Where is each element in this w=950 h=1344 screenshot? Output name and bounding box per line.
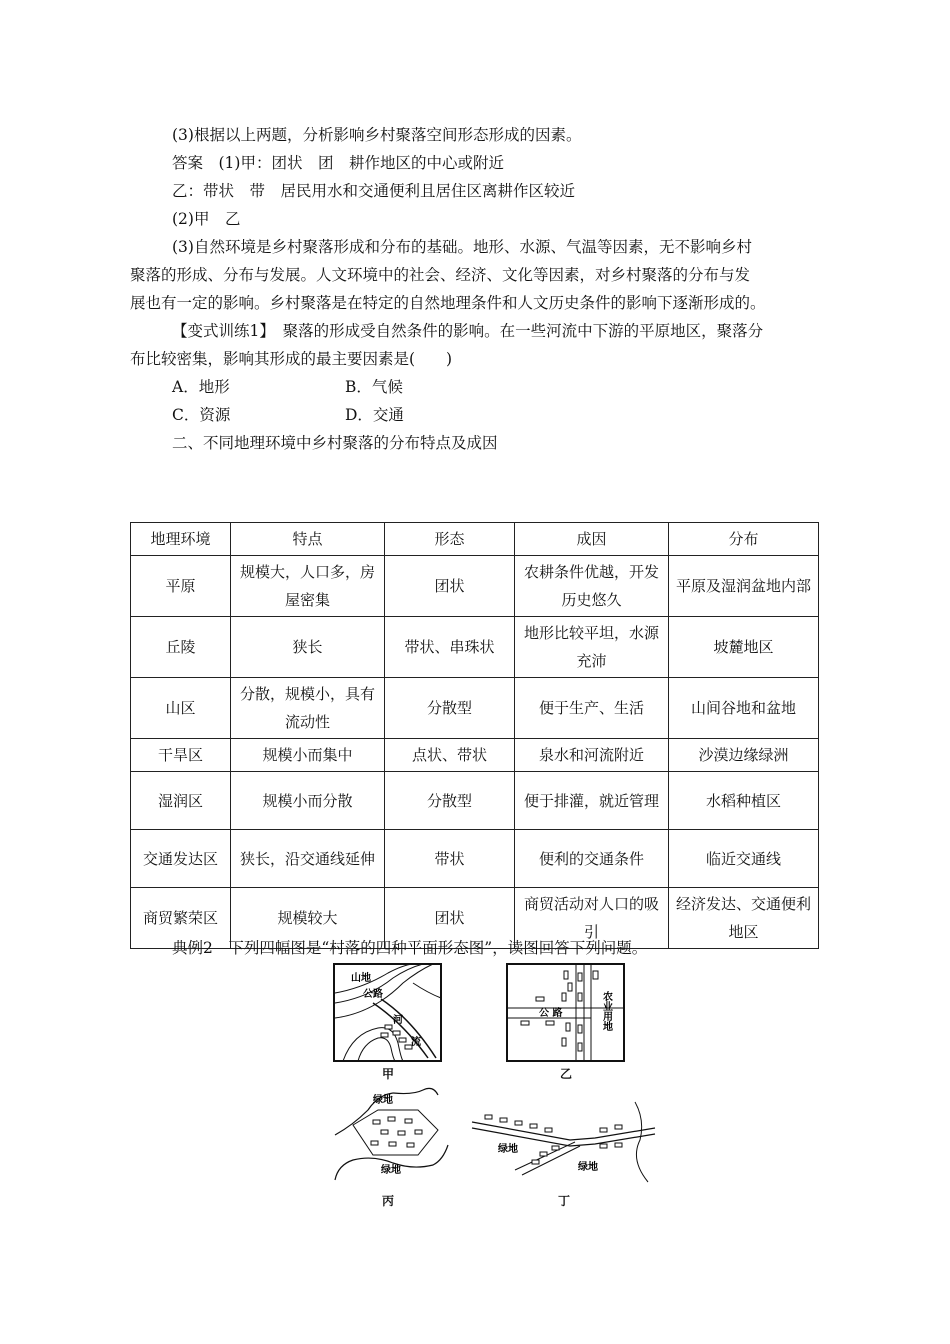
table-header-cell: 成因 (515, 523, 669, 556)
table-row (131, 617, 819, 678)
table-cell: 狭长，沿交通线延伸 (231, 830, 385, 888)
table-cell: 规模小而分散 (231, 772, 385, 830)
figure-jia-road-label: 公路 (363, 989, 383, 1000)
table-row (131, 556, 819, 617)
table-row (131, 739, 819, 772)
table-cell: 便于生产、生活 (515, 678, 669, 739)
figure-yi-caption: 乙 (560, 1067, 573, 1081)
table-header-cell: 特点 (231, 523, 385, 556)
section-2-heading: 二、不同地理环境中乡村聚落的分布特点及成因 (172, 434, 498, 452)
table-cell: 带状、串珠状 (385, 617, 515, 678)
answer-2: (2)甲 乙 (172, 210, 241, 228)
table-cell: 便于排灌，就近管理 (515, 772, 669, 830)
variant-training-1: 【变式训练1】 聚落的形成受自然条件的影响。在一些河流中下游的平原地区，聚落分 (172, 322, 764, 340)
answer-1: 答案 (1)甲：团状 团 耕作地区的中心或附近 (172, 154, 504, 172)
figure-jia-river-label-2: 流 (411, 1037, 421, 1048)
table-cell: 山区 (131, 678, 231, 739)
table-cell: 带状 (385, 830, 515, 888)
table-cell: 团状 (385, 556, 515, 617)
table-cell: 商贸繁荣区 (131, 888, 231, 949)
table-cell: 狭长 (231, 617, 385, 678)
figure-bing-green-bottom-label: 绿地 (381, 1165, 401, 1176)
figure-yi-map (506, 963, 626, 1063)
table-cell: 泉水和河流附近 (515, 739, 669, 772)
question-3: (3)根据以上两题，分析影响乡村聚落空间形态形成的因素。 (172, 126, 582, 144)
figure-bing-green-top-label: 绿地 (373, 1095, 393, 1106)
table-cell: 规模小而集中 (231, 739, 385, 772)
figure-jia-mountain-label: 山地 (351, 973, 371, 984)
figure-bing-caption: 丙 (382, 1194, 395, 1208)
table-cell: 交通发达区 (131, 830, 231, 888)
table-cell: 水稻种植区 (669, 772, 819, 830)
example-2: 典例2 下列四幅图是“村落的四种平面形态图”，读图回答下列问题。 (172, 939, 648, 957)
table-cell: 农耕条件优越，开发历史悠久 (515, 556, 669, 617)
table-cell: 山间谷地和盆地 (669, 678, 819, 739)
variant-training-1b: 布比较密集，影响其形成的最主要因素是( ) (130, 350, 453, 368)
table-cell: 便利的交通条件 (515, 830, 669, 888)
table-cell: 临近交通线 (669, 830, 819, 888)
figure-jia-map (333, 963, 443, 1063)
table-row (131, 830, 819, 888)
table-cell: 点状、带状 (385, 739, 515, 772)
table-cell: 湿润区 (131, 772, 231, 830)
table-cell: 丘陵 (131, 617, 231, 678)
answer-1b: 乙：带状 带 居民用水和交通便利且居住区离耕作区较近 (172, 182, 576, 200)
table-header-cell: 形态 (385, 523, 515, 556)
option-b: B．气候 (345, 378, 403, 396)
table-row (131, 772, 819, 830)
option-c: C．资源 (172, 406, 231, 424)
table-cell: 沙漠边缘绿洲 (669, 739, 819, 772)
table-cell: 分散型 (385, 678, 515, 739)
table-cell: 地形比较平坦，水源充沛 (515, 617, 669, 678)
figure-yi-road-label: 公 路 (539, 1008, 563, 1019)
table-cell: 规模大，人口多，房屋密集 (231, 556, 385, 617)
figure-ding-green-right-label: 绿地 (578, 1162, 598, 1173)
figure-ding-map (470, 1100, 660, 1185)
figure-ding-caption: 丁 (558, 1194, 571, 1208)
figure-ding-green-left-label: 绿地 (498, 1144, 518, 1155)
table-header-row (131, 523, 819, 556)
option-d: D．交通 (345, 406, 404, 424)
option-a: A．地形 (172, 378, 230, 396)
answer-3-line2: 聚落的形成、分布与发展。人文环境中的社会、经济、文化等因素，对乡村聚落的分布与发 (130, 266, 751, 284)
table-cell: 平原及湿润盆地内部 (669, 556, 819, 617)
table-header-cell: 地理环境 (131, 523, 231, 556)
table-row (131, 678, 819, 739)
answer-3-line1: (3)自然环境是乡村聚落形成和分布的基础。地形、水源、气温等因素，无不影响乡村 (172, 238, 752, 256)
figure-jia-river-label-1: 河 (393, 1015, 403, 1026)
table-cell: 平原 (131, 556, 231, 617)
table-cell: 团状 (385, 888, 515, 949)
table-cell: 商贸活动对人口的吸引 (515, 888, 669, 949)
figure-bing-map (333, 1085, 453, 1185)
figure-jia-caption: 甲 (382, 1067, 395, 1081)
table-cell: 分散型 (385, 772, 515, 830)
answer-3-line3: 展也有一定的影响。乡村聚落是在特定的自然地理条件和人文历史条件的影响下逐渐形成的。 (130, 294, 766, 312)
table-cell: 干旱区 (131, 739, 231, 772)
table-header-cell: 分布 (669, 523, 819, 556)
figure-yi-farm-label: 农业用地 (600, 991, 612, 1031)
table-cell: 经济发达、交通便利地区 (669, 888, 819, 949)
table-cell: 规模较大 (231, 888, 385, 949)
table-cell: 坡麓地区 (669, 617, 819, 678)
settlement-table (130, 522, 819, 949)
table-cell: 分散，规模小，具有流动性 (231, 678, 385, 739)
